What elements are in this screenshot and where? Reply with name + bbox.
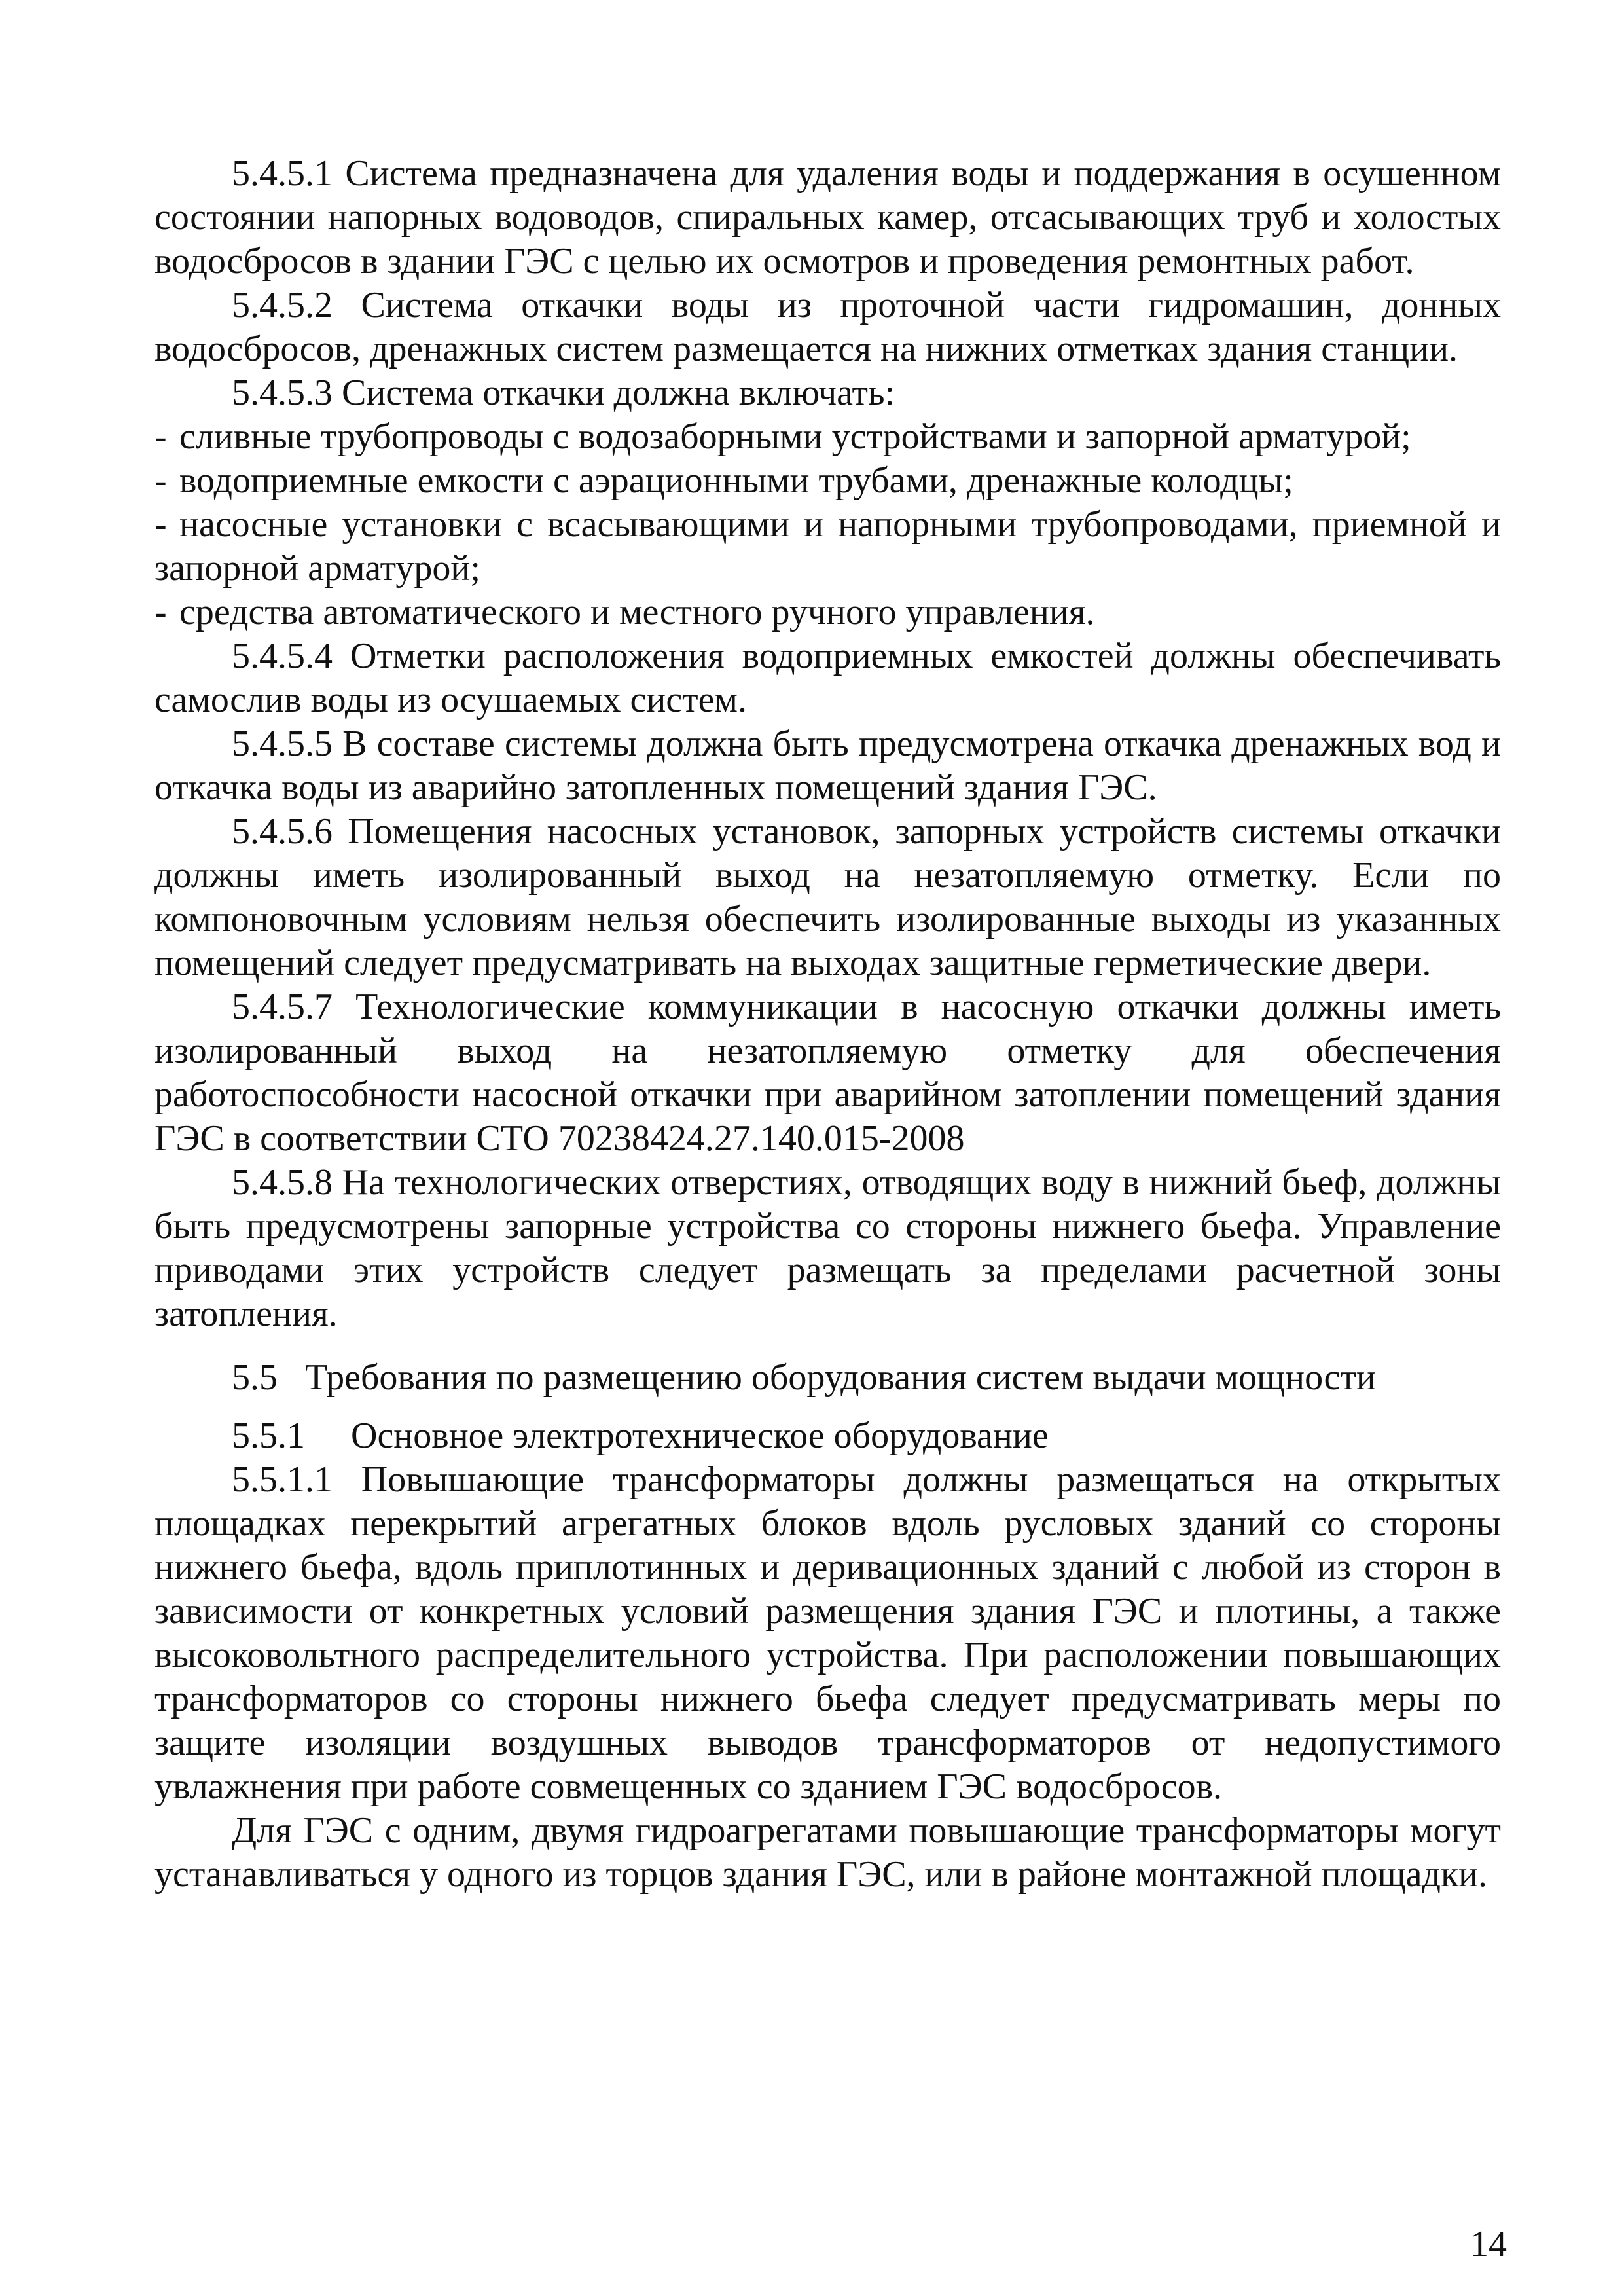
paragraph-5-4-5-7: 5.4.5.7 Технологические коммуникации в насосную откачки должны иметь изолированный выход на незатопляемую отметку для обеспечения работоспособности насосной откачки при аварийном затоплении помещений здания ГЭС в соответствии СТО 70238424.27.140.015-2008 [154,987,1501,1159]
paragraph-5-4-5-4: 5.4.5.4 Отметки расположения водоприемных емкостей должны обеспечивать самослив воды из осушаемых систем. [154,636,1501,720]
document-page [154,152,1501,1897]
paragraph-5-5-1-1: 5.5.1.1 Повышающие трансформаторы должны размещаться на открытых площадках перекрытий агрегатных блоков вдоль русловых зданий со стороны нижнего бьефа, вдоль приплотинных и деривационных зданий с любой из сторон в зависимости от конкретных условий размещения здания ГЭС и плотины, а также высоковольтного распределительного устройства. При расположении повышающих трансформаторов со стороны нижнего бьефа следует предусматривать меры по защите изоляции воздушных выводов трансформаторов от недопустимого увлажнения при работе совмещенных со зданием ГЭС водосбросов. [154,1459,1501,1807]
paragraph-5-4-5-5: 5.4.5.5 В составе системы должна быть предусмотрена откачка дренажных вод и откачка воды из аварийно затопленных помещений здания ГЭС. [154,723,1501,808]
list-item-text: насосные установки с всасывающими и напорными трубопроводами, приемной и запорной арматурой; [154,504,1501,589]
list-item-text: сливные трубопроводы с водозаборными устройствами и запорной арматурой; [179,416,1411,457]
paragraph-small-hpp-transformers: Для ГЭС с одним, двумя гидроагрегатами повышающие трансформаторы могут устанавливаться у одного из торцов здания ГЭС, или в районе монтажной площадки. [154,1810,1501,1895]
page-number: 14 [1470,2224,1507,2265]
list-item [154,415,1501,459]
list-item-text: средства автоматического и местного ручного управления. [179,592,1095,632]
list-marker: - [154,504,167,545]
section-heading-5-5: 5.5 Требования по размещению оборудования систем выдачи мощности [232,1357,1376,1398]
list-marker: - [154,592,167,632]
list-item-text: водоприемные емкости с аэрационными трубами, дренажные колодцы; [179,460,1293,501]
paragraph-5-4-5-8: 5.4.5.8 На технологических отверстиях, отводящих воду в нижний бьеф, должны быть предусмотрены запорные устройства со стороны нижнего бьефа. Управление приводами этих устройств следует размещать за пределами расчетной зоны затопления. [154,1162,1501,1334]
paragraph-5-4-5-3: 5.4.5.3 Система откачки должна включать: [232,373,895,413]
list-marker: - [154,416,167,457]
list-item [154,591,1501,634]
paragraph-5-4-5-6: 5.4.5.6 Помещения насосных установок, запорных устройств системы откачки должны иметь изолированный выход на незатопляемую отметку. Если по компоновочным условиям нельзя обеспечить изолированные выходы из указанных помещений следует предусматривать на выходах защитные герметические двери. [154,811,1501,983]
list-item [154,459,1501,503]
paragraph-5-4-5-1: 5.4.5.1 Система предназначена для удаления воды и поддержания в осушенном состоянии напорных водоводов, спиральных камер, отсасывающих труб и холостых водосбросов в здании ГЭС с целью их осмотров и проведения ремонтных работ. [154,153,1501,282]
list-marker: - [154,460,167,501]
equipment-list [154,415,1501,634]
list-item [154,503,1501,591]
subsection-heading-5-5-1: 5.5.1 Основное электротехническое оборудование [232,1415,1049,1456]
paragraph-5-4-5-2: 5.4.5.2 Система откачки воды из проточной части гидромашин, донных водосбросов, дренажных систем размещается на нижних отметках здания станции. [154,285,1501,369]
